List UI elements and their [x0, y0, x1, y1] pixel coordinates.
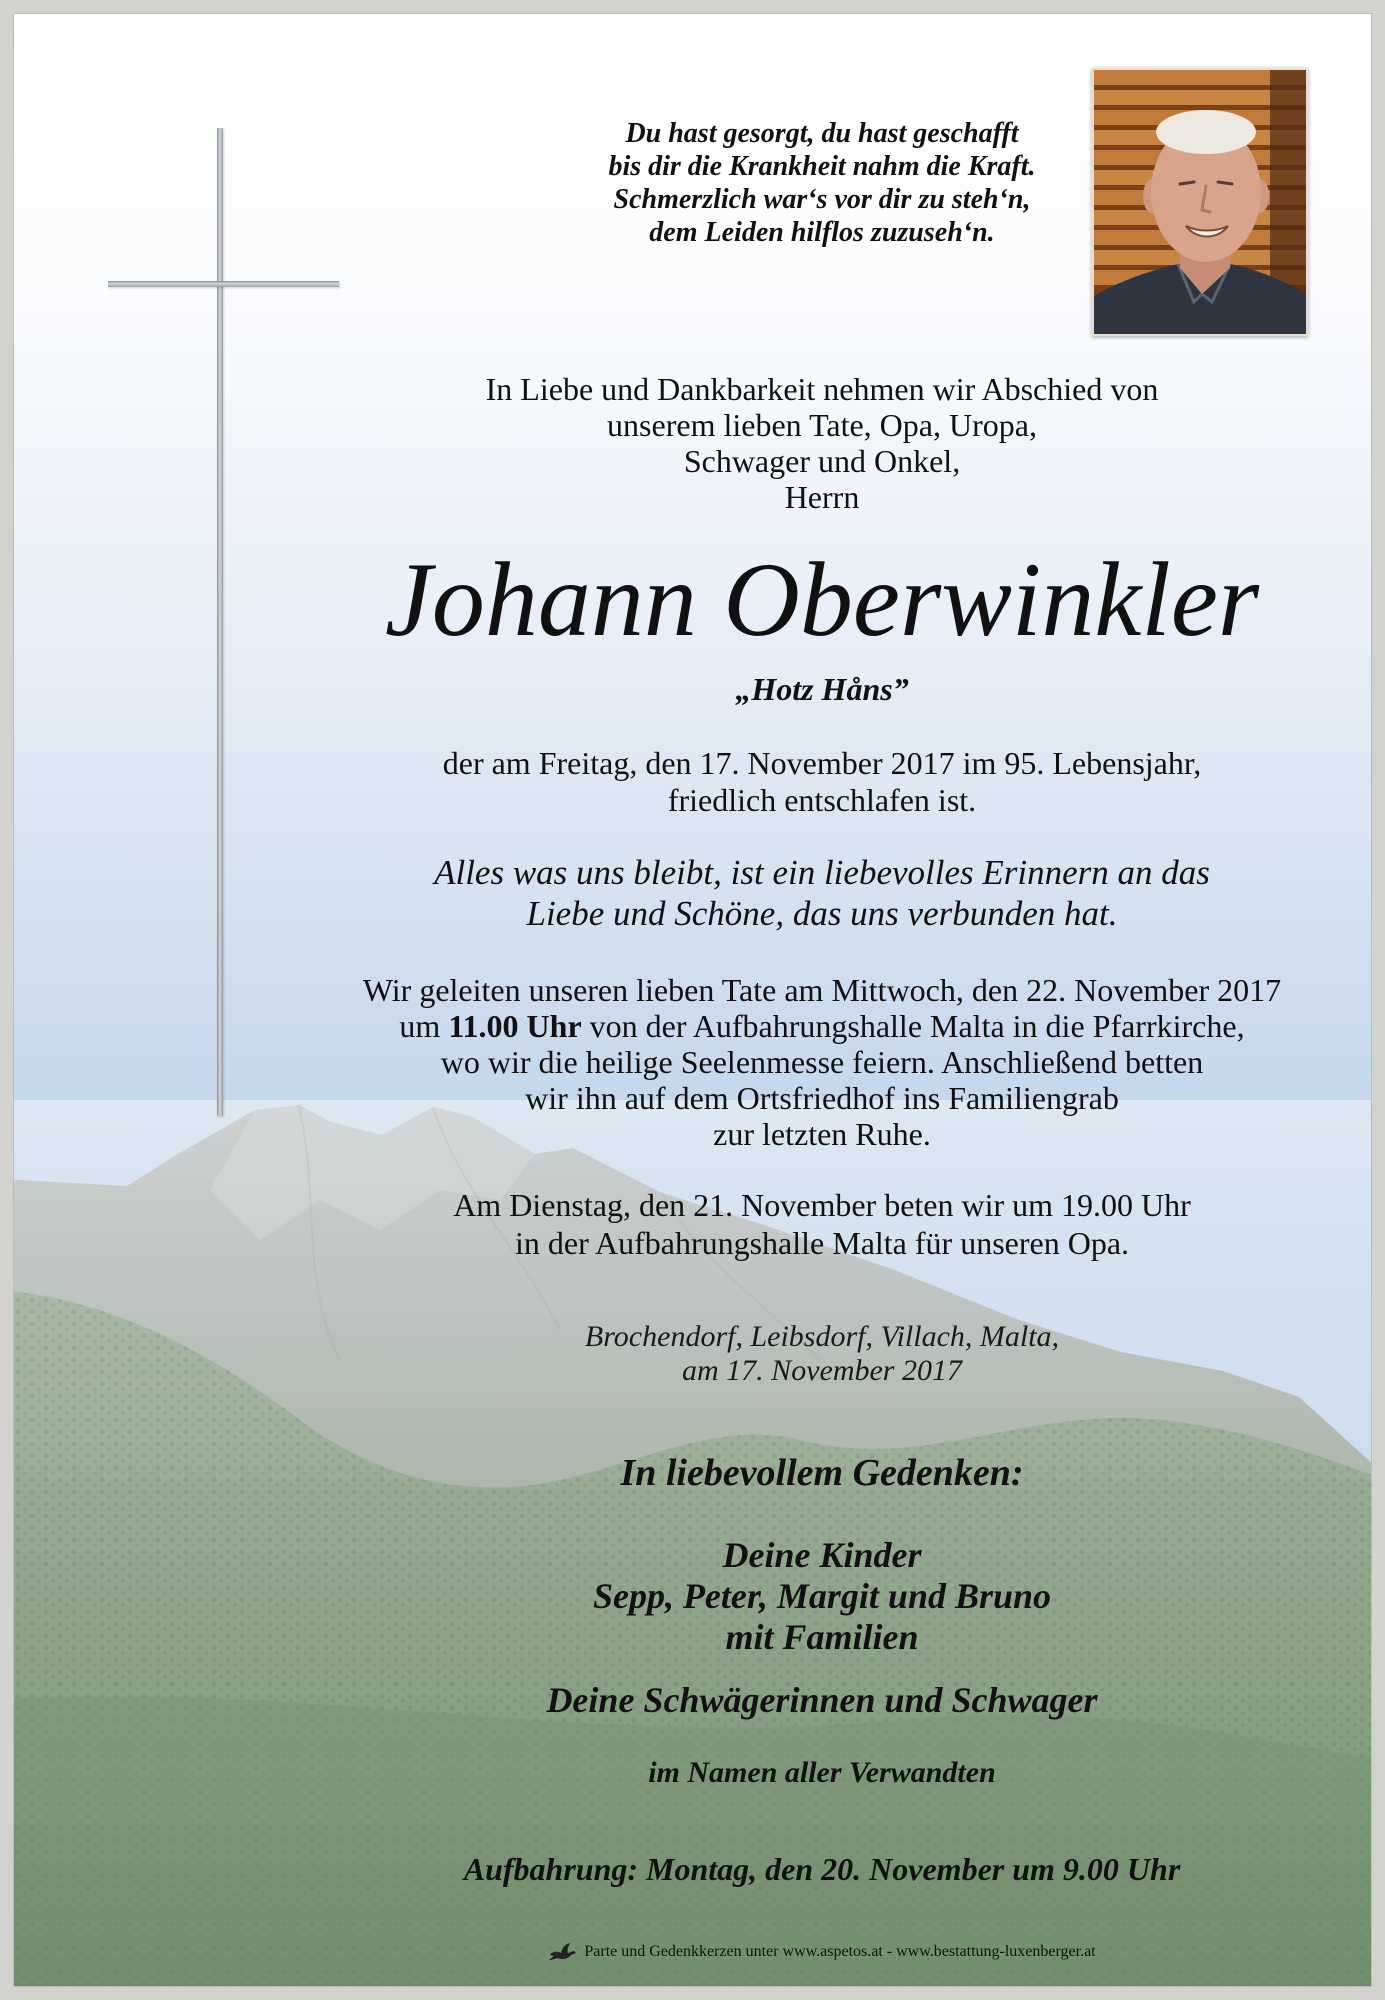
death-notice	[322, 745, 1322, 819]
intro-line: unserem lieben Tate, Opa, Uropa,	[607, 407, 1037, 443]
date-line: am 17. November 2017	[682, 1354, 962, 1387]
place-line: Brochendorf, Leibsdorf, Villach, Malta,	[584, 1320, 1060, 1353]
poem-line: bis dir die Krankheit nahm die Kraft.	[608, 151, 1036, 182]
place-and-date	[322, 1320, 1322, 1388]
footer-text: Parte und Gedenkkerzen unter www.aspetos.at - www.bestattung-luxenberger.at	[584, 1943, 1096, 1960]
prayer-line: in der Aufbahrungshalle Malta für unseren Opa.	[514, 1225, 1130, 1261]
farewell-intro	[322, 371, 1322, 515]
deceased-name: Johann Oberwinkler	[384, 541, 1260, 658]
children-line: Sepp, Peter, Margit und Bruno	[592, 1576, 1052, 1616]
intro-line: In Liebe und Dankbarkeit nehmen wir Abschied von	[485, 371, 1159, 407]
children-line: mit Familien	[725, 1617, 919, 1657]
deceased-nickname: „Hotz Håns”	[735, 671, 909, 707]
footer	[322, 1941, 1322, 1963]
funeral-time-prefix: um	[399, 1008, 449, 1044]
funeral-details	[322, 972, 1322, 1152]
mourners-relatives: im Namen aller Verwandten	[648, 1756, 996, 1789]
poem-line: dem Leiden hilflos zuzuseh‘n.	[649, 217, 995, 248]
intro-line: Herrn	[784, 479, 860, 515]
poem	[322, 117, 1322, 249]
mourners-in-laws: Deine Schwägerinnen und Schwager	[546, 1680, 1098, 1720]
viewing-details: Aufbahrung: Montag, den 20. November um 9.00 Uhr	[463, 1851, 1181, 1887]
funeral-line: Wir geleiten unseren lieben Tate am Mittwoch, den 22. November 2017	[362, 972, 1282, 1008]
dove-icon	[548, 1942, 578, 1962]
funeral-line: zur letzten Ruhe.	[713, 1116, 931, 1152]
cross-vertical-bar	[217, 128, 223, 1116]
funeral-line: wo wir die heilige Seelenmesse feiern. Anschließend betten	[440, 1044, 1204, 1080]
memorial-quote	[322, 852, 1322, 934]
mourners-children	[322, 1535, 1322, 1658]
funeral-time: 11.00 Uhr	[448, 1008, 582, 1044]
funeral-line: wir ihn auf dem Ortsfriedhof ins Familiengrab	[525, 1080, 1119, 1116]
prayer-details	[322, 1186, 1322, 1262]
cross-horizontal-bar	[108, 281, 339, 287]
poem-line: Schmerzlich war‘s vor dir zu steh‘n,	[613, 184, 1031, 215]
death-notice-line: friedlich entschlafen ist.	[667, 782, 977, 818]
death-notice-line: der am Freitag, den 17. November 2017 im 95. Lebensjahr,	[442, 745, 1202, 781]
prayer-line: Am Dienstag, den 21. November beten wir um 19.00 Uhr	[453, 1187, 1191, 1223]
funeral-location: von der Aufbahrungshalle Malta in die Pfarrkirche,	[581, 1008, 1245, 1044]
quote-line: Alles was uns bleibt, ist ein liebevolles Erinnern an das	[434, 853, 1210, 892]
children-line: Deine Kinder	[722, 1535, 922, 1575]
mourners-heading: In liebevollem Gedenken:	[620, 1452, 1024, 1494]
poem-line: Du hast gesorgt, du hast geschafft	[625, 118, 1019, 149]
funeral-line-time	[322, 1008, 1322, 1044]
intro-line: Schwager und Onkel,	[683, 443, 961, 479]
quote-line: Liebe und Schöne, das uns verbunden hat.	[526, 894, 1118, 933]
